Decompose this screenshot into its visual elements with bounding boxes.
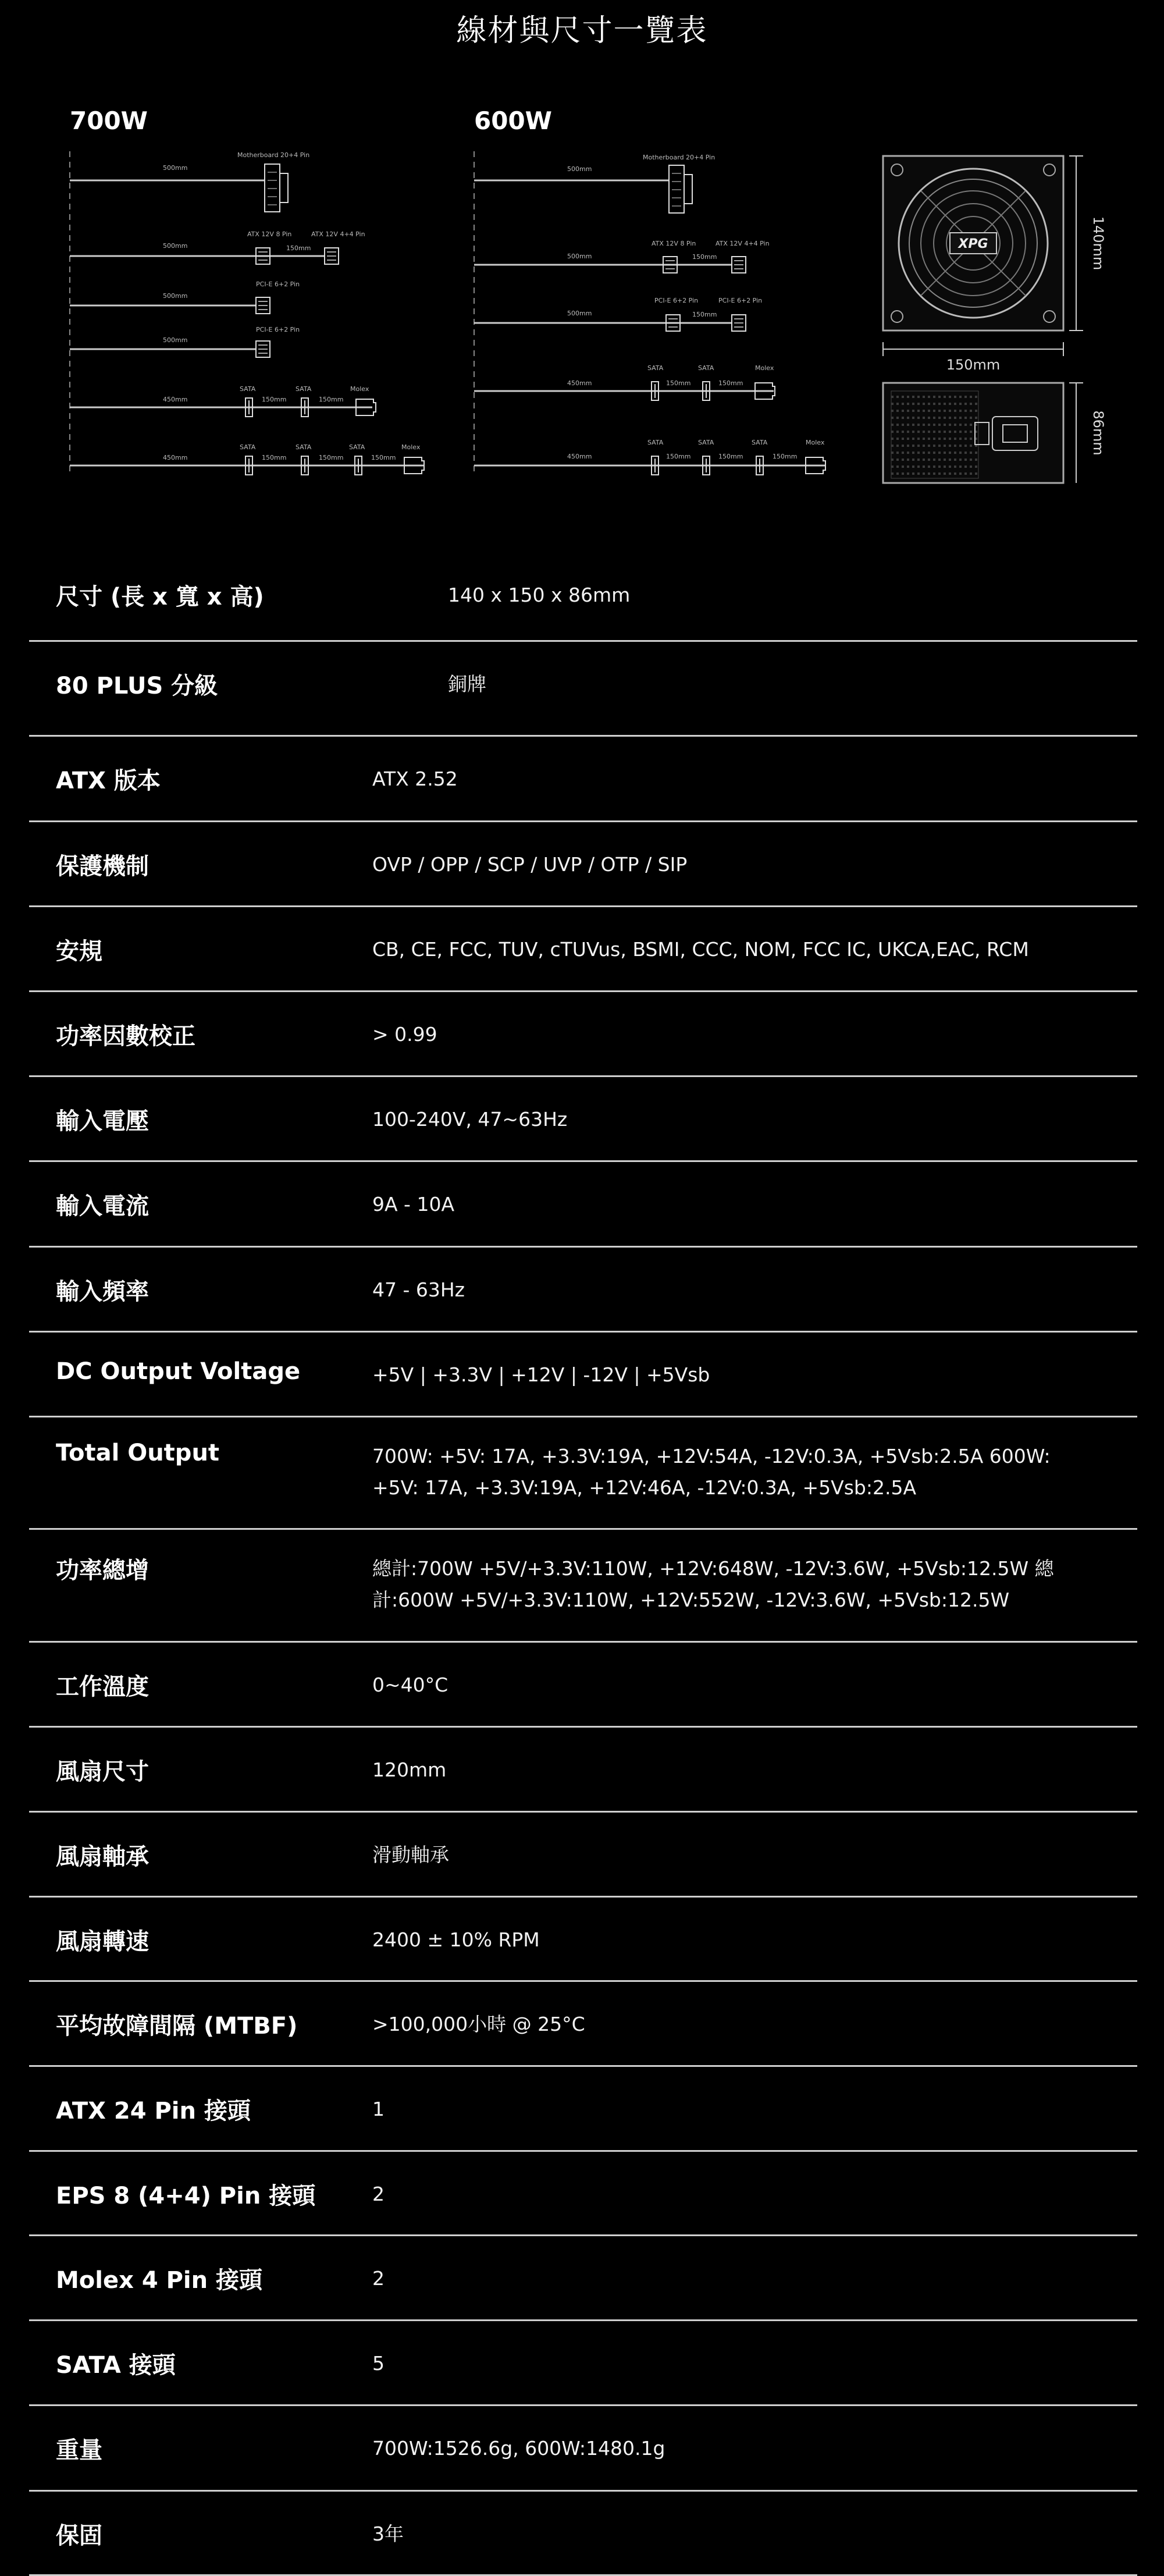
w700-sata2-label-b: SATA [296, 443, 312, 451]
w700-sata1-label-molex: Molex [350, 385, 369, 393]
w700-sata2-gap-b: 150mm [319, 454, 344, 461]
spec-table [29, 524, 1137, 2576]
w600-sata2-label-a: SATA [647, 439, 664, 446]
spec-label: 輸入頻率 [56, 1278, 149, 1305]
spec-row [29, 1077, 1137, 1162]
spec-value: 滑動軸承 [372, 1843, 449, 1866]
spec-row [29, 2406, 1137, 2492]
page-title: 線材與尺寸一覽表 [456, 13, 708, 48]
height-dimension: 86mm [1090, 410, 1106, 456]
w600-mb-label: Motherboard 20+4 Pin [643, 154, 716, 161]
w600-mb-connector [669, 165, 692, 213]
diagram-700w-title: 700W [70, 106, 148, 135]
spec-row [29, 907, 1137, 992]
w700-sata2-gap-c: 150mm [371, 454, 396, 461]
w600-sata1-gap-b: 150mm [718, 379, 743, 387]
w600-sata2-label-b: SATA [698, 439, 714, 446]
spec-row [29, 737, 1137, 822]
spec-value: 2 [372, 2183, 385, 2205]
spec-label: 輸入電流 [56, 1193, 149, 1220]
w600-sata2-gap-a: 150mm [666, 453, 691, 460]
w700-sata1-gap-a: 150mm [262, 396, 287, 403]
spec-label: Molex 4 Pin 接頭 [56, 2267, 263, 2294]
spec-value: 2 [372, 2267, 385, 2290]
spec-label: 安規 [56, 938, 102, 965]
w700-mb-label: Motherboard 20+4 Pin [237, 151, 310, 159]
spec-row [29, 2321, 1137, 2406]
spec-label: EPS 8 (4+4) Pin 接頭 [56, 2183, 316, 2209]
spec-row [29, 1162, 1137, 1248]
spec-row [29, 1813, 1137, 1898]
w700-atx-length: 500mm [163, 242, 188, 250]
w700-atx-gap: 150mm [286, 244, 311, 252]
spec-label: DC Output Voltage [56, 1358, 301, 1385]
spec-value: 3年 [372, 2522, 404, 2545]
spec-value: 140 x 150 x 86mm [448, 584, 631, 606]
w700-sata1-label-a: SATA [240, 385, 256, 393]
psu-top-view [883, 156, 1106, 373]
spec-row [29, 992, 1137, 1077]
diagram-600w-title: 600W [474, 106, 552, 135]
spec-label: 風扇尺寸 [56, 1758, 149, 1785]
psu-rear-view [883, 383, 1106, 483]
w700-mb-connector [265, 164, 288, 212]
spec-value: OVP / OPP / SCP / UVP / OTP / SIP [372, 853, 688, 876]
w600-sata2-gap-b: 150mm [718, 453, 743, 460]
w600-sata2-length: 450mm [567, 453, 592, 460]
spec-row [29, 1643, 1137, 1728]
spec-label: 平均故障間隔 (MTBF) [56, 2013, 298, 2040]
spec-value: >100,000小時 @ 25°C [372, 2013, 585, 2035]
w600-pcie2-connector [732, 315, 746, 331]
spec-value: 100-240V, 47~63Hz [372, 1108, 568, 1131]
w600-sata2-gap-c: 150mm [773, 453, 798, 460]
xpg-logo: XPG [958, 237, 988, 251]
spec-value: 總計:700W +5V/+3.3V:110W, +12V:648W, -12V:3.6W, +5Vsb:12.5W 總計:600W +5V/+3.3V:110W, +12V:552W, -12V:3.6W, +5Vsb:12.5W [372, 1557, 1054, 1611]
spec-value: 700W: +5V: 17A, +3.3V:19A, +12V:54A, -12V:0.3A, +5Vsb:2.5A 600W: +5V: 17A, +3.3V:19A, +12V:46A, -12V:0.3A, +5Vsb:2.5A [372, 1445, 1051, 1499]
spec-label: 尺寸 (長 x 寬 x 高) [56, 584, 264, 610]
spec-label: 工作溫度 [56, 1673, 149, 1700]
spec-row [29, 1530, 1137, 1643]
w600-atx8-label: ATX 12V 8 Pin [652, 240, 696, 247]
spec-value: 700W:1526.6g, 600W:1480.1g [372, 2437, 665, 2460]
spec-value: 2400 ± 10% RPM [372, 1928, 540, 1951]
w700-pcie1-length: 500mm [163, 292, 188, 300]
diagram-700w [70, 106, 425, 475]
w600-sata2-label-molex: Molex [806, 439, 825, 446]
w700-mb-length: 500mm [163, 164, 188, 172]
spec-row [29, 2067, 1137, 2152]
spec-label: 80 PLUS 分級 [56, 673, 218, 699]
spec-row [29, 1417, 1137, 1530]
w600-atx44-connector [732, 257, 746, 273]
spec-row [29, 2236, 1137, 2321]
spec-row [29, 642, 1137, 737]
w600-pcie1-label: PCI-E 6+2 Pin [654, 297, 699, 304]
spec-label: ATX 版本 [56, 768, 161, 794]
spec-value: +5V | +3.3V | +12V | -12V | +5Vsb [372, 1363, 710, 1386]
spec-row [29, 1898, 1137, 1982]
w700-atx44-label: ATX 12V 4+4 Pin [311, 230, 365, 238]
spec-row [29, 1333, 1137, 1417]
w700-pcie1-connector [256, 297, 270, 314]
w600-sata1-label-a: SATA [647, 364, 664, 372]
spec-label: Total Output [56, 1440, 220, 1466]
spec-label: 功率總增 [56, 1557, 149, 1584]
spec-value: 1 [372, 2098, 385, 2120]
w600-atx-length: 500mm [567, 253, 592, 260]
w600-sata1-label-molex: Molex [755, 364, 774, 372]
w600-pcie-gap: 150mm [692, 311, 717, 318]
spec-row [29, 1982, 1137, 2067]
spec-row [29, 1728, 1137, 1813]
w700-sata1-gap-b: 150mm [319, 396, 344, 403]
side-dimension: 140mm [1090, 216, 1106, 271]
spec-label: 輸入電壓 [56, 1108, 149, 1135]
spec-label: 功率因數校正 [56, 1023, 195, 1050]
w700-sata2-length: 450mm [163, 454, 188, 461]
spec-label: 風扇軸承 [56, 1843, 149, 1870]
w600-sata1-length: 450mm [567, 379, 592, 387]
spec-value: 0~40°C [372, 1673, 448, 1696]
w600-sata1-gap-a: 150mm [666, 379, 691, 387]
spec-row [29, 2152, 1137, 2236]
spec-value: 銅牌 [448, 673, 486, 695]
spec-row [29, 822, 1137, 907]
w700-sata2-label-c: SATA [349, 443, 365, 451]
spec-value: > 0.99 [372, 1023, 437, 1046]
w600-atx-gap: 150mm [692, 253, 717, 261]
spec-row [29, 1248, 1137, 1333]
w700-sata2-label-a: SATA [240, 443, 256, 451]
spec-label: 重量 [56, 2437, 102, 2464]
w600-atx44-label: ATX 12V 4+4 Pin [716, 240, 770, 247]
w700-sata2-label-molex: Molex [401, 443, 421, 451]
w700-atx8-label: ATX 12V 8 Pin [247, 230, 292, 238]
w700-atx44-connector [325, 248, 339, 264]
w700-sata1-length: 450mm [163, 396, 188, 403]
diagram-600w [474, 106, 826, 475]
w600-pcie2-label: PCI-E 6+2 Pin [718, 297, 763, 304]
spec-value: ATX 2.52 [372, 768, 458, 790]
spec-value: 9A - 10A [372, 1193, 455, 1216]
w600-mb-length: 500mm [567, 165, 592, 173]
spec-label: ATX 24 Pin 接頭 [56, 2098, 251, 2124]
spec-value: 120mm [372, 1758, 447, 1781]
spec-value: CB, CE, FCC, TUV, cTUVus, BSMI, CCC, NOM, FCC IC, UKCA,EAC, RCM [372, 938, 1029, 961]
spec-value: 47 - 63Hz [372, 1278, 465, 1301]
spec-label: 風扇轉速 [56, 1928, 149, 1955]
w600-pcie-length: 500mm [567, 310, 592, 317]
spec-value: 5 [372, 2352, 385, 2375]
w600-sata2-label-c: SATA [752, 439, 768, 446]
spec-row [29, 524, 1137, 642]
w700-pcie2-label: PCI-E 6+2 Pin [256, 326, 300, 333]
w700-pcie2-connector [256, 341, 270, 357]
spec-row [29, 2492, 1137, 2576]
spec-label: 保固 [56, 2522, 102, 2549]
cable-dimension-diagram [0, 93, 1164, 489]
w700-sata2-gap-a: 150mm [262, 454, 287, 461]
w700-pcie1-label: PCI-E 6+2 Pin [256, 280, 300, 288]
w700-sata1-label-b: SATA [296, 385, 312, 393]
spec-label: SATA 接頭 [56, 2352, 176, 2379]
spec-label: 保護機制 [56, 853, 149, 880]
w700-pcie2-length: 500mm [163, 336, 188, 344]
width-dimension: 150mm [946, 357, 1001, 373]
w600-sata1-label-b: SATA [698, 364, 714, 372]
